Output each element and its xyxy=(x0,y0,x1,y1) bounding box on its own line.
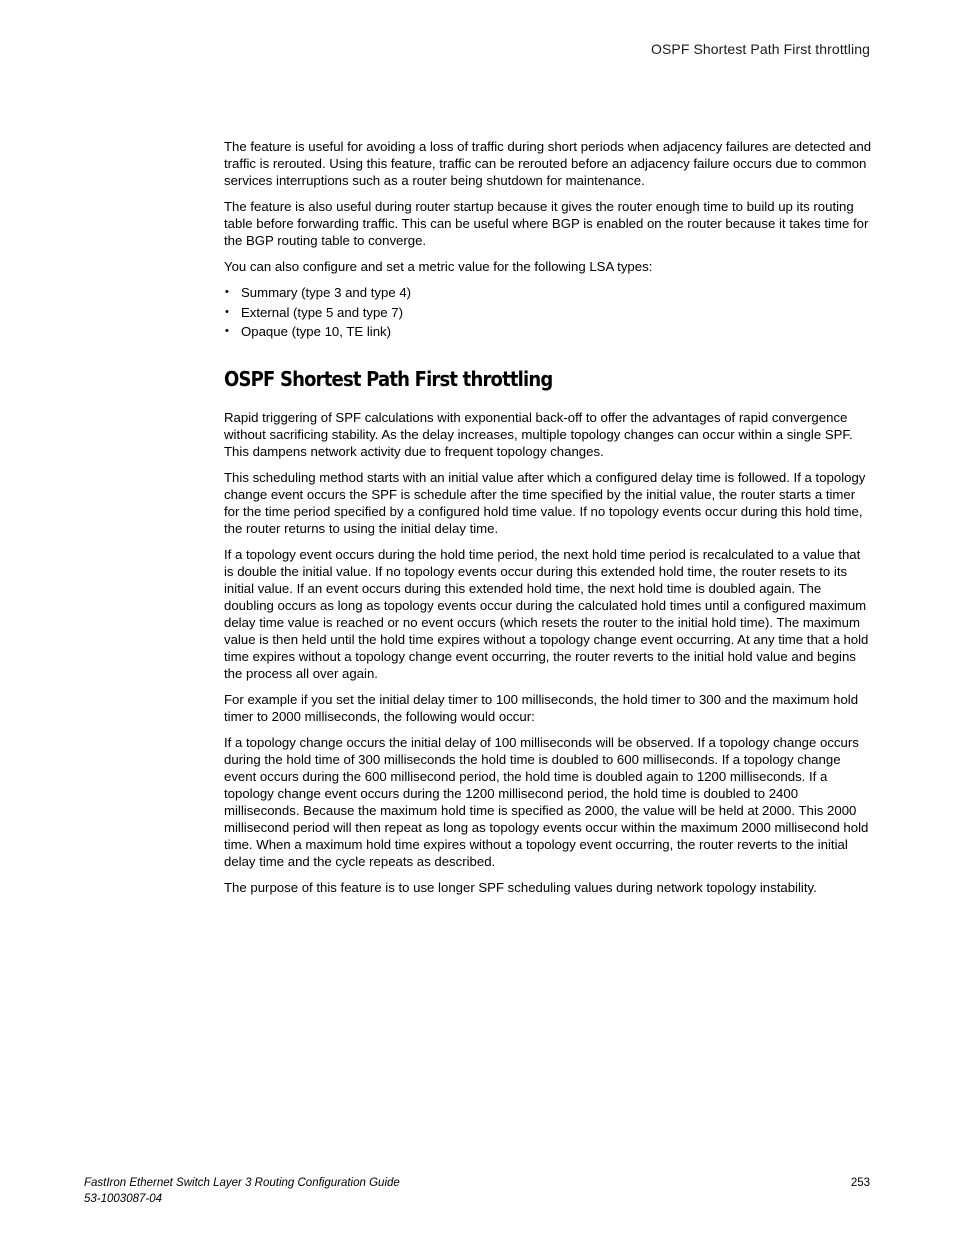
doc-number: 53-1003087-04 xyxy=(84,1193,163,1205)
list-item: • Opaque (type 10, TE link) xyxy=(224,323,872,340)
section-heading: OSPF Shortest Path First throttling xyxy=(224,367,553,392)
running-header: OSPF Shortest Path First throttling xyxy=(650,41,870,57)
section-paragraph: For example if you set the initial delay timer to 100 milliseconds, the hold timer to 300 and the maximum hold timer to 2000 milliseconds, the following would occur: xyxy=(224,692,859,725)
footer-left xyxy=(84,1175,400,1207)
section-paragraph: The purpose of this feature is to use longer SPF scheduling values during network topology instability. xyxy=(224,880,817,896)
guide-title: FastIron Ethernet Switch Layer 3 Routing Configuration Guide xyxy=(84,1177,400,1189)
page-body xyxy=(224,138,872,905)
intro-paragraph: You can also configure and set a metric value for the following LSA types: xyxy=(224,259,653,274)
list-item: • Summary (type 3 and type 4) xyxy=(224,284,872,301)
intro-paragraph: The feature is useful for avoiding a loss of traffic during short periods when adjacency failures are detected and traffic is rerouted. Using this feature, traffic can be rerouted before an adjacency failure occurs due to common services interruptions such as a router being shutdown for maintenance. xyxy=(224,139,872,188)
section-paragraph: If a topology change occurs the initial delay of 100 milliseconds will be observed. If a topology change occurs during the hold time of 300 milliseconds the hold time is doubled to 600 milliseconds. If a topology change event occurs during the 600 millisecond period, the hold time is doubled again to 1200 milliseconds. If a topology change event occurs during the 1200 millisecond period, the hold time is doubled to 2400 milliseconds. Because the maximum hold time is specified as 2000, the value will be held at 2000. This 2000 millisecond period will then repeat as long as topology events occur within the maximum 2000 millisecond hold time. When a maximum hold time expires without a topology event occurring, the router reverts to the initial delay time and the cycle repeats as described. xyxy=(224,735,869,870)
page-number: 253 xyxy=(850,1177,870,1189)
section-paragraph: Rapid triggering of SPF calculations with exponential back-off to offer the advantages of rapid convergence without sacrificing stability. As the delay increases, multiple topology changes can occur within a single SPF. This dampens network activity due to frequent topology changes. xyxy=(224,410,853,460)
list-item: • External (type 5 and type 7) xyxy=(224,304,872,321)
lsa-type-list xyxy=(224,284,872,340)
section-paragraph: This scheduling method starts with an initial value after which a configured delay time is followed. If a topology change event occurs the SPF is schedule after the time specified by the initial value, the router starts a timer for the time period specified by a configured hold time value. If no topology events occur during this hold time, the router returns to using the initial delay time. xyxy=(224,470,866,537)
intro-paragraph: The feature is also useful during router startup because it gives the router enough time to build up its routing table before forwarding traffic. This can be useful where BGP is enabled on the router because it takes time for the BGP routing table to converge. xyxy=(224,199,869,248)
section-paragraph: If a topology event occurs during the hold time period, the next hold time period is recalculated to a value that is double the initial value. If no topology events occur during this extended hold time, the router resets to its initial value. If an event occurs during this extended hold time, the next hold time is doubled again. The doubling occurs as long as topology events occur during the calculated hold times until a configured maximum delay time value is reached or no event occurs (which resets the router to the initial hold time). The maximum value is then held until the hold time expires without a topology change event occurring. At any time that a hold time expires without a topology change event occurring, the router reverts to the initial hold value and begins the process all over again. xyxy=(224,547,869,682)
